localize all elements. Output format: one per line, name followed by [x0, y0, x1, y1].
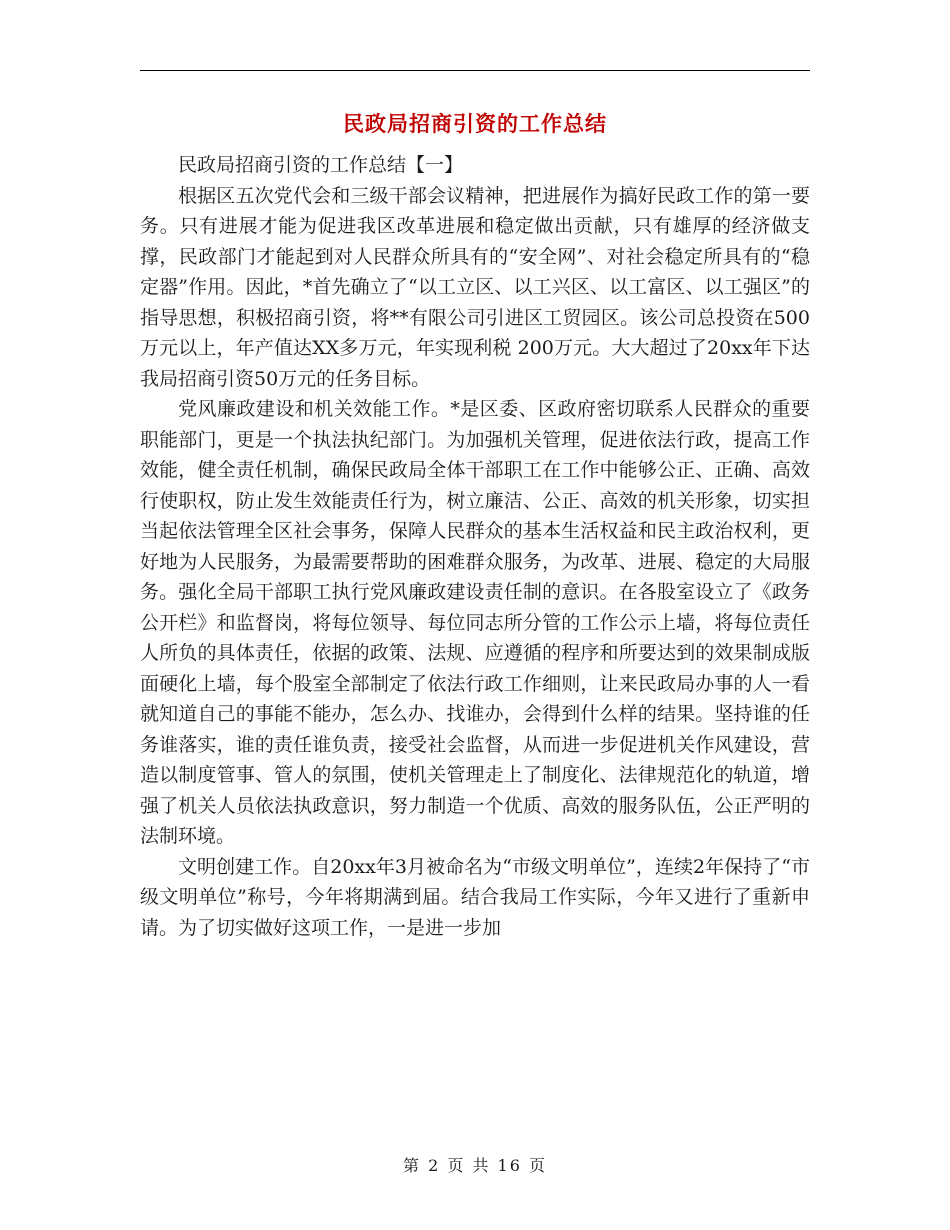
page-number-footer: 第 2 页 共 16 页	[403, 1156, 547, 1175]
header-rule	[140, 70, 810, 71]
document-body	[140, 150, 810, 943]
paragraph-investment: 根据区五次党代会和三级干部会议精神，把进展作为搞好民政工作的第一要务。只有进展才能为促进我区改革进展和稳定做出贡献，只有雄厚的经济做支撑，民政部门才能起到对人民群众所具有的“安全网”、对社会稳定所具有的“稳定器”作用。因此，*首先确立了“以工立区、以工兴区、以工富区、以工强区”的指导思想，积极招商引资，将**有限公司引进区工贸园区。该公司总投资在500万元以上，年产值达XX多万元，年实现利税 200万元。大大超过了20xx年下达我局招商引资50万元的任务目标。	[140, 184, 810, 390]
paragraph-civilization: 文明创建工作。自20xx年3月被命名为“市级文明单位”，连续2年保持了“市级文明单位”称号，今年将期满到届。结合我局工作实际，今年又进行了重新申请。为了切实做好这项工作，一是进一步加	[140, 855, 810, 939]
section-heading: 民政局招商引资的工作总结【一】	[178, 154, 464, 176]
document-title: 民政局招商引资的工作总结	[343, 112, 607, 136]
paragraph-integrity: 党风廉政建设和机关效能工作。*是区委、区政府密切联系人民群众的重要职能部门，更是一个执法执纪部门。为加强机关管理，促进依法行政，提高工作效能，健全责任机制，确保民政局全体干部职工在工作中能够公正、正确、高效行使职权，防止发生效能责任行为，树立廉洁、公正、高效的机关形象，切实担当起依法管理全区社会事务，保障人民群众的基本生活权益和民主政治权利，更好地为人民服务，为最需要帮助的困难群众服务，为改革、进展、稳定的大局服务。强化全局干部职工执行党风廉政建设责任制的意识。在各股室设立了《政务公开栏》和监督岗，将每位领导、每位同志所分管的工作公示上墙，将每位责任人所负的具体责任，依据的政策、法规、应遵循的程序和所要达到的效果制成版面硬化上墙，每个股室全部制定了依法行政工作细则，让来民政局办事的人一看就知道自己的事能不能办，怎么办、找谁办，会得到什么样的结果。坚持谁的任务谁落实，谁的责任谁负责，接受社会监督，从而进一步促进机关作风建设，营造以制度管事、管人的氛围，使机关管理走上了制度化、法律规范化的轨道，增强了机关人员依法执政意识，努力制造一个优质、高效的服务队伍，公正严明的法制环境。	[140, 398, 810, 847]
